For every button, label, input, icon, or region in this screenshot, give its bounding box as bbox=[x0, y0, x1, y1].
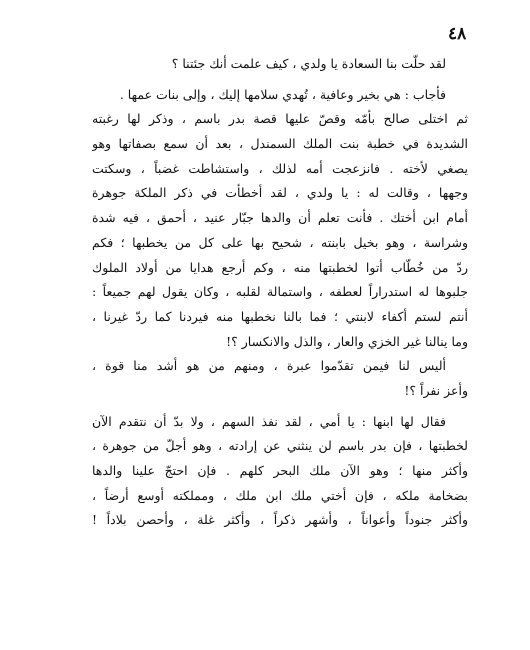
text-line: يصغي لأخته . فانزعجت أمه لذلك ، واستشاطت غضباً ، وسكتت bbox=[92, 160, 468, 176]
text-line: وأكثر جنوداً وأعواناً ، وأشهر ذكراً ، وأكثر غلة ، وأحصن بلاداً ! bbox=[92, 512, 468, 528]
text-line: الشديدة في خطبة بنت الملك السمندل ، بعد أن سمع بصفاتها وهو bbox=[92, 136, 468, 152]
paragraph bbox=[92, 52, 468, 77]
text-line: بضخامة ملكه ، فإن أختي ملك ابن ملك ، ومملكته أوسع أرضاً ، bbox=[92, 487, 468, 503]
text-line: أمام ابن أختك . فأنت تعلم أن والدها جبّار عنيد ، أحمق ، فيه شدة bbox=[92, 210, 468, 226]
text-line: وما ينالنا غير الخزي والعار ، والذل والانكسار ؟! bbox=[226, 333, 468, 349]
text-line: ردّ من خُطّاب أتوا لخطبتها منه ، وكم أرجع هدايا من أولاد الملوك bbox=[92, 259, 468, 275]
text-line: أليس لنا فيمن تقدّموا عبرة ، ومنهم من هو أشد منا قوة ، bbox=[92, 358, 446, 374]
text-line: فأجاب : هي بخير وعافية ، تُهدي سلامها إليك ، وإلى بنات عمها . bbox=[119, 86, 446, 102]
paragraph bbox=[92, 83, 468, 355]
text-line: فقال لها ابنها : يا أمي ، لقد نفذ السهم ، ولا بدّ أن نتقدم الآن bbox=[92, 413, 446, 429]
text-line: وأكثر منها ؛ وهو الآن ملك البحر كلهم . فإن احتجّ علينا والدها bbox=[92, 463, 468, 478]
page-number: ٤٨ bbox=[448, 24, 467, 44]
text-line: ثم اختلى صالح بأمّه وقصّ عليها قصة بدر باسم ، وذكر لها رغبته bbox=[92, 111, 468, 127]
paragraph bbox=[92, 410, 468, 533]
text-line: وجهها ، وقالت له : يا ولدي ، لقد أخطأت في ذكر الملكة جوهرة bbox=[92, 185, 468, 201]
text-line: وأعز نفراً ؟! bbox=[404, 382, 468, 398]
text-line: أنتم لستم أكفاء لابنتي ؛ فما بالنا نخطبها منه فيردنا كما ردّ غيرنا ، bbox=[92, 308, 468, 324]
text-line: وشراسة ، وهو بخيل بابنته ، شحيح بها على كل من يخطبها ؛ فكم bbox=[92, 234, 468, 250]
body-text bbox=[92, 52, 468, 533]
paragraph bbox=[92, 354, 468, 403]
text-line: لقد حلّت بنا السعادة يا ولدي ، كيف علمت أنك جئتنا ؟ bbox=[171, 56, 446, 71]
text-line: لخطبتها ، فإن بدر باسم لن ينثني عن إرادته ، وهو أجلّ من جوهرة ، bbox=[92, 438, 468, 454]
text-line: جلبوها له استدراراً لعطفه ، واستمالة لقلبه ، وكان يقول لهم جميعاً : bbox=[92, 284, 468, 300]
